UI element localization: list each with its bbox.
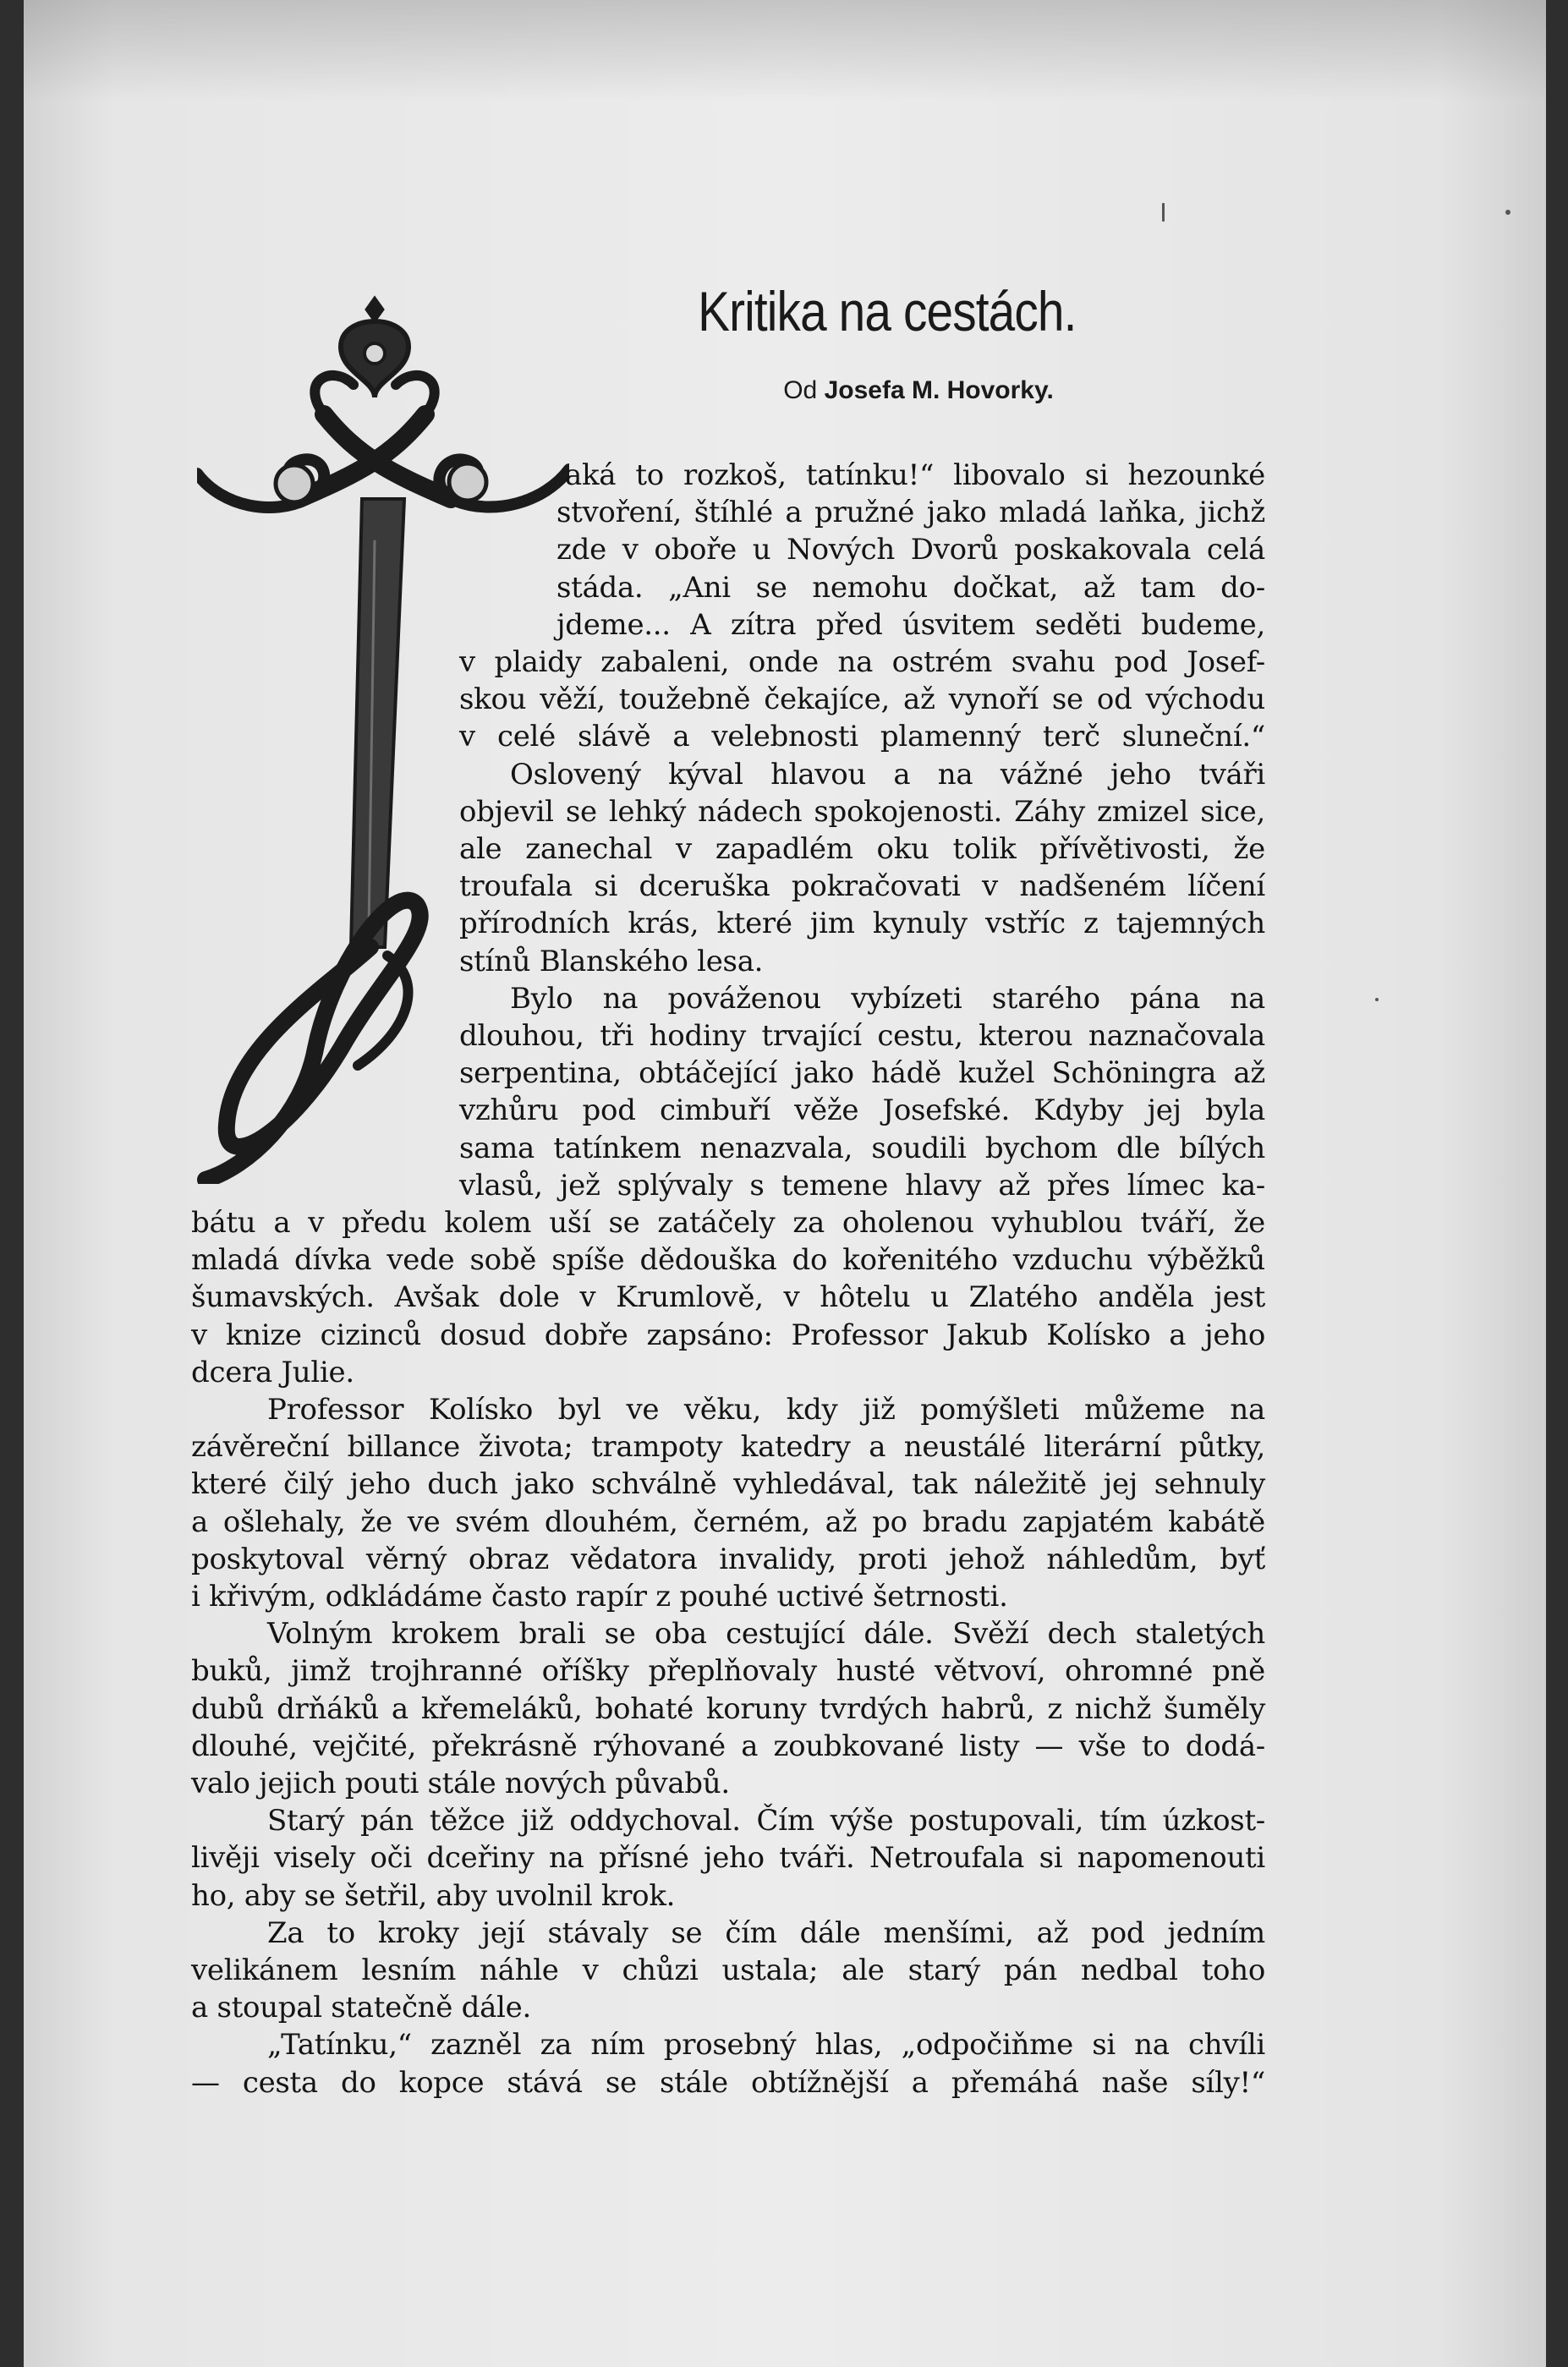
text-line: serpentina, obtáčející jako hádě kužel Schöningra až [459,1056,1265,1091]
text-line: dlouhé, vejčité, překrásně rýhované a zoubkované listy — vše to dodá- [191,1729,1265,1763]
text-line: v plaidy zabaleni, onde na ostrém svahu pod Josef- [459,645,1265,679]
text-line: Starý pán těžce již oddychoval. Čím výše postupovali, tím úzkost- [267,1804,1265,1838]
text-line: a ošlehaly, že ve svém dlouhém, černém, až po bradu zapjatém kabátě [191,1504,1265,1539]
text-line: v knize cizinců dosud dobře zapsáno: Professor Jakub Kolísko a jeho [191,1318,1265,1352]
text-line: šumavských. Avšak dole v Krumlově, v hôtelu u Zlatého anděla jest [191,1280,1265,1315]
text-line: stvoření, štíhlé a pružné jako mladá laňka, jichž [556,496,1265,530]
text-line: stínů Blanského lesa. [459,944,764,978]
article-title: Kritika na cestách. [698,280,1077,342]
byline-prefix: Od [783,376,818,404]
article-byline [741,376,1096,405]
text-line: „Tatínku,“ zazněl za ním prosebný hlas, „odpočiňme si na chvíli [267,2028,1265,2063]
book-page [24,0,1546,2367]
text-line: dlouhou, tři hodiny trvající cestu, kterou naznačovala [459,1019,1265,1053]
text-line: vzhůru pod cimbuří věže Josefské. Kdyby jej byla [459,1093,1265,1128]
text-line: Oslovený kýval hlavou a na vážné jeho tváři [510,757,1265,792]
text-line: objevil se lehký nádech spokojenosti. Záhy zmizel sice, [459,794,1265,829]
text-line: dcera Julie. [191,1355,354,1389]
text-line: Professor Kolísko byl ve věku, kdy již pomýšleti můžeme na [267,1393,1265,1427]
text-line: jdeme... A zítra před úsvitem seděti budeme, [556,607,1265,642]
text-line: Za to kroky její stávaly se čím dále menšími, až pod jedním [267,1915,1265,1950]
text-line: valo jejich pouti stále nových půvabů. [191,1767,730,1800]
text-line: které čilý jeho duch jako schválně vyhledával, tak náležitě jej sehnuly [191,1467,1265,1502]
text-line: ho, aby se šetřil, aby uvolnil krok. [191,1878,676,1913]
text-line: vlasů, jež splývaly s temene hlavy až přes límec ka- [459,1168,1265,1203]
text-line: závěreční billance života; trampoty katedry a neustálé literární půtky, [191,1430,1265,1465]
text-line: Volným krokem brali se oba cestující dále. Svěží dech staletých [267,1617,1265,1652]
text-line: stáda. „Ani se nemohu dočkat, až tam do- [556,570,1265,605]
text-line: ale zanechal v zapadlém oku tolik přívětivosti, že [459,832,1265,866]
byline-author: Josefa M. Hovorky. [824,376,1054,404]
text-line: Bylo na pováženou vybízeti starého pána na [510,981,1265,1016]
text-line: skou věží, toužebně čekajíce, až vynoří se od východu [459,682,1265,717]
print-speck [1162,203,1165,222]
text-line: přírodních krás, které jim kynuly vstříc z tajemných [459,907,1265,941]
text-line: bátu a v předu kolem uší se zatáčely za oholenou vyhublou tváří, že [191,1206,1265,1240]
text-line: mladá dívka vede sobě spíše dědouška do kořenitého vzduchu výběžků [191,1243,1265,1278]
text-line: zde v oboře u Nových Dvorů poskakovala celá [556,533,1265,567]
text-line: i křivým, odkládáme často rapír z pouhé uctivé šetrnosti. [191,1580,1008,1614]
text-line: aká to rozkoš, tatínku!“ libovalo si hezounké [565,458,1265,492]
print-speck [1505,210,1510,215]
text-line: poskytoval věrný obraz vědatora invalidy, proti jehož náhledům, byť [191,1542,1265,1576]
text-line: buků, jimž trojhranné oříšky přeplňovaly husté větvoví, ohromné pně [191,1654,1265,1689]
text-line: velikánem lesním náhle v chůzi ustala; ale starý pán nedbal toho [191,1953,1265,1987]
text-line: — cesta do kopce stává se stále obtížnější a přemáhá naše síly!“ [191,2065,1265,2100]
text-line: sama tatínkem nenazvala, soudili bychom dle bílých [459,1131,1265,1165]
text-line: troufala si dceruška pokračovati v nadšeném líčení [459,869,1265,904]
text-line: a stoupal statečně dále. [191,1991,531,2025]
text-line: dubů drňáků a křemeláků, bohaté koruny tvrdých habrů, z nichž šuměly [191,1691,1265,1726]
text-line: livěji visely oči dceřiny na přísné jeho tváři. Netroufala si napomenouti [191,1841,1265,1876]
print-speck [1375,998,1379,1001]
text-line: v celé slávě a velebnosti plamenný terč sluneční.“ [459,720,1265,754]
